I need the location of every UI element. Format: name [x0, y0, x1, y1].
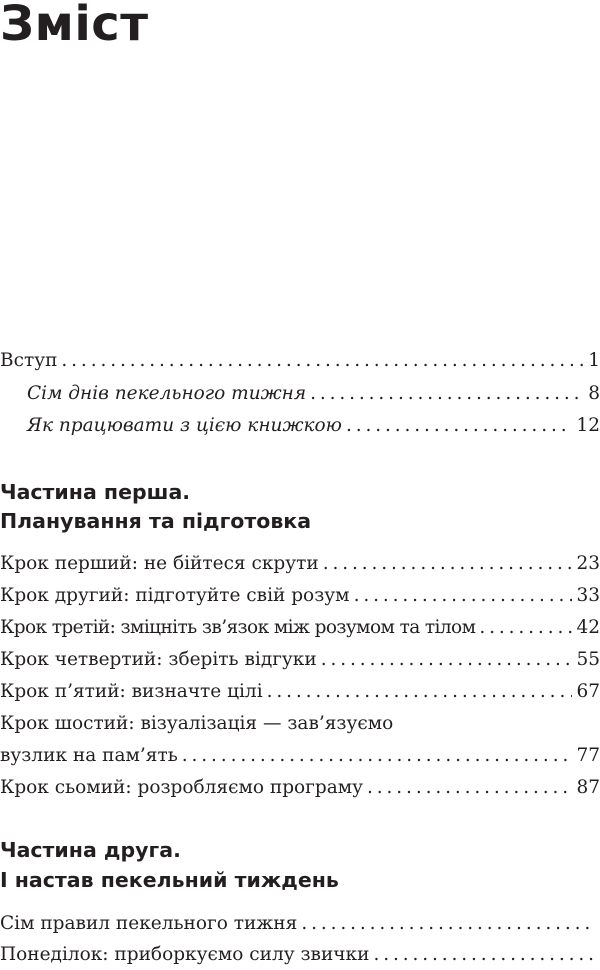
toc-entry-step-4[interactable] [0, 645, 600, 675]
toc-entry-step-3[interactable] [0, 613, 600, 643]
page-title: Зміст [0, 0, 149, 52]
toc-entry-step-7[interactable] [0, 773, 600, 803]
toc-page-number: 77 [576, 745, 600, 766]
toc-entry-title: Крок третій: зміцніть зв’язок між розумом та тілом [0, 617, 476, 638]
dot-leader [367, 773, 572, 803]
part-one-heading-line1: Частина перша. [0, 480, 191, 504]
dot-leader [346, 411, 572, 441]
toc-entry-seven-days[interactable] [27, 379, 600, 409]
toc-page-number: 8 [588, 383, 600, 404]
dot-leader [321, 645, 573, 675]
toc-entry-step-1[interactable] [0, 549, 600, 579]
toc-page-number: 42 [576, 617, 600, 638]
toc-entry-title: Сім днів пекельного тижня [27, 383, 307, 404]
dot-leader [323, 549, 573, 579]
toc-entry-step-6-line1[interactable] [0, 709, 600, 739]
dot-leader [267, 677, 573, 707]
toc-entry-step-2[interactable] [0, 581, 600, 611]
toc-entry-seven-rules[interactable] [0, 909, 600, 939]
toc-entry-title: Крок сьомий: розробляємо програму [0, 777, 364, 798]
dot-leader [479, 613, 572, 643]
toc-entry-step-5[interactable] [0, 677, 600, 707]
dot-leader [354, 581, 573, 611]
dot-leader [310, 379, 584, 409]
toc-entry-title: вузлик на пам’ять [0, 745, 178, 766]
toc-entry-title: Вступ [0, 350, 58, 371]
toc-page-number: 23 [576, 553, 600, 574]
toc-page-number: 87 [576, 777, 600, 798]
toc-entry-title: Як працювати з цією книжкою [27, 415, 342, 436]
toc-entry-title: Понеділок: приборкуємо силу звички [0, 944, 370, 965]
part-one-heading-line2: Планування та підготовка [0, 509, 312, 533]
toc-entry-title: Сім правил пекельного тижня [0, 913, 298, 934]
toc-entry-title: Крок перший: не бійтеся скрути [0, 553, 319, 574]
toc-page-number: 1 [588, 350, 600, 371]
toc-entry-how-to-use[interactable] [27, 411, 600, 441]
dot-leader [182, 741, 573, 771]
toc-entry-step-6-line2[interactable] [0, 741, 600, 771]
toc-page-number: 55 [576, 649, 600, 670]
toc-entry-intro[interactable] [0, 346, 600, 376]
part-two-heading-line1: Частина друга. [0, 838, 181, 862]
toc-entry-title: Крок другий: підготуйте свій розум [0, 585, 350, 606]
dot-leader [301, 909, 596, 939]
toc-entry-title: Крок четвертий: зберіть відгуки [0, 649, 317, 670]
part-two-heading-line2: І настав пекельний тиждень [0, 868, 339, 892]
toc-page-number: 33 [576, 585, 600, 606]
toc-page-number: 67 [576, 681, 600, 702]
toc-entry-title: Крок п’ятий: визначте цілі [0, 681, 263, 702]
toc-entry-title: Крок шостий: візуалізація — зав’язуємо [0, 713, 394, 734]
toc-page-number: 12 [576, 415, 600, 436]
dot-leader [61, 346, 584, 376]
